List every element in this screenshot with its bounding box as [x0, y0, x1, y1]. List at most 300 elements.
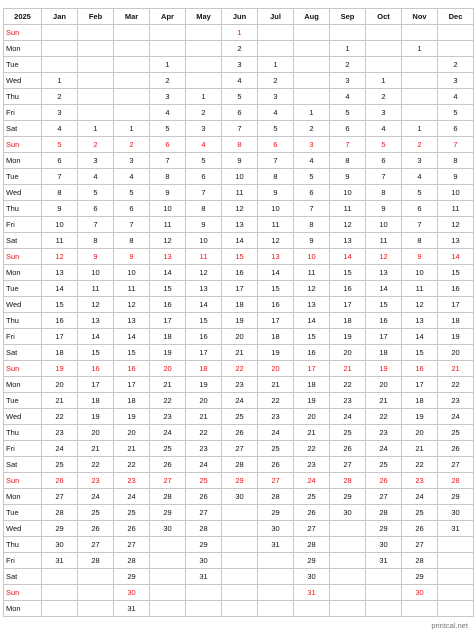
day-cell: 13: [366, 265, 402, 281]
day-cell: [42, 25, 78, 41]
day-cell: 2: [258, 73, 294, 89]
day-cell: 22: [42, 409, 78, 425]
day-cell: 28: [114, 553, 150, 569]
day-cell: 30: [222, 489, 258, 505]
day-cell: [42, 601, 78, 617]
day-cell: 30: [294, 569, 330, 585]
day-cell: 20: [186, 393, 222, 409]
day-cell: 21: [402, 441, 438, 457]
day-cell: 1: [150, 57, 186, 73]
day-cell: 28: [78, 553, 114, 569]
day-cell: 24: [438, 409, 474, 425]
day-cell: [222, 585, 258, 601]
day-cell: [330, 585, 366, 601]
calendar-row: [4, 89, 474, 105]
weekday-label: Wed: [4, 73, 42, 89]
day-cell: 12: [438, 217, 474, 233]
day-cell: 30: [258, 521, 294, 537]
day-cell: 3: [78, 153, 114, 169]
day-cell: 4: [186, 137, 222, 153]
day-cell: 20: [330, 345, 366, 361]
day-cell: 12: [78, 297, 114, 313]
weekday-label: Fri: [4, 105, 42, 121]
day-cell: 18: [330, 313, 366, 329]
weekday-label: Sun: [4, 585, 42, 601]
day-cell: 29: [258, 505, 294, 521]
day-cell: 11: [114, 281, 150, 297]
day-cell: [330, 569, 366, 585]
day-cell: 12: [114, 297, 150, 313]
day-cell: 23: [222, 377, 258, 393]
month-header: Feb: [78, 9, 114, 25]
day-cell: 10: [294, 249, 330, 265]
calendar-row: [4, 41, 474, 57]
day-cell: 4: [150, 105, 186, 121]
day-cell: 30: [150, 521, 186, 537]
day-cell: 22: [402, 457, 438, 473]
day-cell: 26: [258, 457, 294, 473]
day-cell: 17: [330, 297, 366, 313]
day-cell: 31: [114, 601, 150, 617]
day-cell: 5: [78, 185, 114, 201]
day-cell: 29: [150, 505, 186, 521]
day-cell: [258, 25, 294, 41]
day-cell: 26: [42, 473, 78, 489]
calendar-row: [4, 73, 474, 89]
month-header: Oct: [366, 9, 402, 25]
calendar-row: [4, 537, 474, 553]
weekday-label: Thu: [4, 425, 42, 441]
day-cell: 22: [330, 377, 366, 393]
day-cell: 6: [402, 201, 438, 217]
day-cell: 4: [258, 105, 294, 121]
day-cell: 19: [42, 361, 78, 377]
weekday-label: Thu: [4, 201, 42, 217]
day-cell: 6: [366, 153, 402, 169]
day-cell: 31: [366, 553, 402, 569]
day-cell: 30: [366, 537, 402, 553]
month-header: Jan: [42, 9, 78, 25]
day-cell: 5: [114, 185, 150, 201]
day-cell: 1: [42, 73, 78, 89]
day-cell: 20: [438, 345, 474, 361]
day-cell: 19: [438, 329, 474, 345]
day-cell: 20: [258, 361, 294, 377]
day-cell: 9: [330, 169, 366, 185]
day-cell: 19: [186, 377, 222, 393]
day-cell: [42, 57, 78, 73]
day-cell: 12: [186, 265, 222, 281]
day-cell: 6: [438, 121, 474, 137]
day-cell: 12: [222, 201, 258, 217]
day-cell: 12: [294, 281, 330, 297]
calendar-row: [4, 121, 474, 137]
day-cell: 25: [42, 457, 78, 473]
day-cell: 9: [78, 249, 114, 265]
day-cell: 27: [114, 537, 150, 553]
day-cell: 7: [186, 185, 222, 201]
day-cell: 17: [114, 377, 150, 393]
day-cell: 28: [366, 505, 402, 521]
day-cell: 4: [294, 153, 330, 169]
day-cell: 13: [150, 249, 186, 265]
day-cell: 26: [294, 505, 330, 521]
day-cell: 8: [42, 185, 78, 201]
day-cell: [330, 601, 366, 617]
day-cell: 26: [366, 473, 402, 489]
day-cell: [438, 537, 474, 553]
day-cell: [402, 601, 438, 617]
weekday-label: Tue: [4, 57, 42, 73]
day-cell: 7: [366, 169, 402, 185]
day-cell: 21: [222, 345, 258, 361]
day-cell: 21: [150, 377, 186, 393]
day-cell: [438, 585, 474, 601]
day-cell: 18: [78, 393, 114, 409]
calendar-row: [4, 201, 474, 217]
day-cell: 15: [78, 345, 114, 361]
day-cell: [438, 569, 474, 585]
day-cell: [114, 73, 150, 89]
day-cell: 26: [78, 521, 114, 537]
calendar-row: [4, 377, 474, 393]
day-cell: 24: [222, 393, 258, 409]
day-cell: 18: [150, 329, 186, 345]
day-cell: 18: [402, 393, 438, 409]
weekday-label: Mon: [4, 265, 42, 281]
day-cell: 5: [438, 105, 474, 121]
calendar-row: [4, 553, 474, 569]
day-cell: [366, 569, 402, 585]
day-cell: 12: [330, 217, 366, 233]
day-cell: 26: [438, 441, 474, 457]
day-cell: 6: [330, 121, 366, 137]
day-cell: 3: [186, 121, 222, 137]
calendar-row: [4, 473, 474, 489]
day-cell: 26: [150, 457, 186, 473]
day-cell: 21: [42, 393, 78, 409]
weekday-label: Sat: [4, 569, 42, 585]
day-cell: [402, 105, 438, 121]
weekday-label: Sun: [4, 361, 42, 377]
month-header: Aug: [294, 9, 330, 25]
day-cell: 27: [402, 537, 438, 553]
day-cell: [402, 57, 438, 73]
day-cell: 10: [402, 265, 438, 281]
day-cell: 13: [42, 265, 78, 281]
day-cell: [294, 73, 330, 89]
day-cell: 10: [150, 201, 186, 217]
day-cell: 11: [438, 201, 474, 217]
weekday-label: Sat: [4, 121, 42, 137]
day-cell: 24: [294, 473, 330, 489]
day-cell: 9: [150, 185, 186, 201]
weekday-label: Sat: [4, 345, 42, 361]
calendar-row: [4, 313, 474, 329]
day-cell: 18: [258, 329, 294, 345]
day-cell: 27: [258, 473, 294, 489]
day-cell: 2: [294, 121, 330, 137]
day-cell: 16: [78, 361, 114, 377]
day-cell: 17: [150, 313, 186, 329]
day-cell: 9: [222, 153, 258, 169]
day-cell: 8: [294, 217, 330, 233]
day-cell: 22: [78, 457, 114, 473]
day-cell: [258, 601, 294, 617]
day-cell: 7: [330, 137, 366, 153]
day-cell: 21: [438, 361, 474, 377]
day-cell: 13: [294, 297, 330, 313]
day-cell: 24: [186, 457, 222, 473]
day-cell: 5: [294, 169, 330, 185]
day-cell: 15: [42, 297, 78, 313]
day-cell: 5: [222, 89, 258, 105]
day-cell: [78, 25, 114, 41]
day-cell: [114, 89, 150, 105]
day-cell: 3: [330, 73, 366, 89]
day-cell: 21: [294, 425, 330, 441]
day-cell: 25: [222, 409, 258, 425]
month-header: Dec: [438, 9, 474, 25]
day-cell: 13: [438, 233, 474, 249]
day-cell: [258, 553, 294, 569]
day-cell: 6: [258, 137, 294, 153]
day-cell: [42, 41, 78, 57]
day-cell: 5: [366, 137, 402, 153]
day-cell: [78, 89, 114, 105]
month-header: May: [186, 9, 222, 25]
day-cell: 17: [78, 377, 114, 393]
day-cell: 5: [330, 105, 366, 121]
day-cell: 18: [42, 345, 78, 361]
day-cell: 12: [366, 249, 402, 265]
calendar-row: [4, 441, 474, 457]
day-cell: [150, 537, 186, 553]
day-cell: 2: [222, 41, 258, 57]
day-cell: 26: [330, 441, 366, 457]
day-cell: 6: [186, 169, 222, 185]
day-cell: 15: [402, 345, 438, 361]
day-cell: 28: [186, 521, 222, 537]
day-cell: 30: [330, 505, 366, 521]
day-cell: 17: [222, 281, 258, 297]
day-cell: 7: [42, 169, 78, 185]
day-cell: 4: [222, 73, 258, 89]
day-cell: [222, 537, 258, 553]
day-cell: 3: [258, 89, 294, 105]
weekday-label: Wed: [4, 185, 42, 201]
day-cell: 23: [294, 457, 330, 473]
day-cell: 7: [222, 121, 258, 137]
day-cell: 6: [294, 185, 330, 201]
day-cell: 20: [402, 425, 438, 441]
day-cell: 17: [258, 313, 294, 329]
calendar-row: [4, 137, 474, 153]
day-cell: 30: [114, 585, 150, 601]
weekday-label: Tue: [4, 281, 42, 297]
day-cell: 14: [222, 233, 258, 249]
day-cell: 13: [258, 249, 294, 265]
day-cell: 27: [438, 457, 474, 473]
day-cell: 22: [222, 361, 258, 377]
day-cell: 26: [114, 521, 150, 537]
day-cell: 23: [150, 409, 186, 425]
day-cell: 5: [42, 137, 78, 153]
day-cell: 9: [366, 201, 402, 217]
day-cell: 23: [402, 473, 438, 489]
calendar-row: [4, 57, 474, 73]
calendar-row: [4, 25, 474, 41]
day-cell: 29: [222, 473, 258, 489]
weekday-label: Sat: [4, 233, 42, 249]
day-cell: [402, 73, 438, 89]
day-cell: 24: [366, 441, 402, 457]
day-cell: 31: [42, 553, 78, 569]
day-cell: [42, 585, 78, 601]
day-cell: 19: [222, 313, 258, 329]
day-cell: 9: [114, 249, 150, 265]
calendar-row: [4, 505, 474, 521]
day-cell: [438, 553, 474, 569]
day-cell: [294, 25, 330, 41]
day-cell: 29: [294, 553, 330, 569]
weekday-label: Tue: [4, 169, 42, 185]
day-cell: 23: [438, 393, 474, 409]
day-cell: 20: [294, 409, 330, 425]
day-cell: 10: [258, 201, 294, 217]
day-cell: 13: [330, 233, 366, 249]
day-cell: 10: [186, 233, 222, 249]
day-cell: [258, 41, 294, 57]
day-cell: 26: [186, 489, 222, 505]
day-cell: 18: [222, 297, 258, 313]
day-cell: 19: [294, 393, 330, 409]
weekday-label: Tue: [4, 505, 42, 521]
day-cell: 2: [438, 57, 474, 73]
day-cell: 31: [186, 569, 222, 585]
day-cell: [186, 73, 222, 89]
day-cell: 13: [402, 313, 438, 329]
day-cell: 21: [366, 393, 402, 409]
day-cell: 15: [294, 329, 330, 345]
day-cell: 7: [294, 201, 330, 217]
day-cell: 1: [402, 121, 438, 137]
day-cell: [366, 25, 402, 41]
day-cell: 19: [114, 409, 150, 425]
day-cell: [402, 25, 438, 41]
calendar-row: [4, 169, 474, 185]
day-cell: 8: [150, 169, 186, 185]
day-cell: 1: [294, 105, 330, 121]
weekday-label: Thu: [4, 537, 42, 553]
day-cell: [438, 41, 474, 57]
day-cell: 14: [402, 329, 438, 345]
day-cell: 22: [438, 377, 474, 393]
day-cell: 15: [366, 297, 402, 313]
day-cell: 18: [186, 361, 222, 377]
day-cell: 28: [42, 505, 78, 521]
month-header: Apr: [150, 9, 186, 25]
day-cell: [294, 57, 330, 73]
calendar-row: [4, 297, 474, 313]
weekday-label: Mon: [4, 377, 42, 393]
day-cell: 25: [438, 425, 474, 441]
day-cell: 16: [186, 329, 222, 345]
day-cell: [114, 105, 150, 121]
year-label: 2025: [4, 9, 42, 25]
weekday-label: Tue: [4, 393, 42, 409]
weekday-label: Mon: [4, 153, 42, 169]
day-cell: 27: [330, 457, 366, 473]
day-cell: 20: [42, 377, 78, 393]
day-cell: 28: [150, 489, 186, 505]
day-cell: 8: [330, 153, 366, 169]
month-header: Jun: [222, 9, 258, 25]
day-cell: 11: [258, 217, 294, 233]
day-cell: 14: [42, 281, 78, 297]
day-cell: 11: [186, 249, 222, 265]
day-cell: 25: [294, 489, 330, 505]
calendar-row: [4, 585, 474, 601]
day-cell: [150, 585, 186, 601]
day-cell: [150, 569, 186, 585]
day-cell: 19: [330, 329, 366, 345]
day-cell: 16: [438, 281, 474, 297]
day-cell: [78, 73, 114, 89]
day-cell: 29: [42, 521, 78, 537]
day-cell: 21: [186, 409, 222, 425]
weekday-label: Sun: [4, 473, 42, 489]
day-cell: 10: [114, 265, 150, 281]
day-cell: 14: [258, 265, 294, 281]
day-cell: 11: [294, 265, 330, 281]
day-cell: 23: [42, 425, 78, 441]
month-header: Mar: [114, 9, 150, 25]
day-cell: 11: [366, 233, 402, 249]
day-cell: [222, 521, 258, 537]
day-cell: 27: [42, 489, 78, 505]
day-cell: 4: [114, 169, 150, 185]
day-cell: 9: [42, 201, 78, 217]
day-cell: [186, 41, 222, 57]
day-cell: 12: [258, 233, 294, 249]
day-cell: 8: [258, 169, 294, 185]
weekday-label: Fri: [4, 553, 42, 569]
day-cell: [150, 601, 186, 617]
day-cell: 16: [150, 297, 186, 313]
day-cell: 4: [438, 89, 474, 105]
day-cell: 21: [258, 377, 294, 393]
calendar-row: [4, 233, 474, 249]
day-cell: [114, 41, 150, 57]
day-cell: 19: [402, 409, 438, 425]
day-cell: 2: [402, 137, 438, 153]
day-cell: 25: [402, 505, 438, 521]
day-cell: 15: [114, 345, 150, 361]
day-cell: 2: [42, 89, 78, 105]
weekday-label: Sun: [4, 25, 42, 41]
day-cell: 3: [150, 89, 186, 105]
day-cell: 5: [186, 153, 222, 169]
day-cell: 18: [366, 345, 402, 361]
day-cell: [222, 569, 258, 585]
day-cell: 21: [114, 441, 150, 457]
day-cell: 18: [114, 393, 150, 409]
day-cell: 14: [294, 313, 330, 329]
day-cell: 15: [438, 265, 474, 281]
day-cell: 15: [330, 265, 366, 281]
day-cell: 22: [366, 409, 402, 425]
